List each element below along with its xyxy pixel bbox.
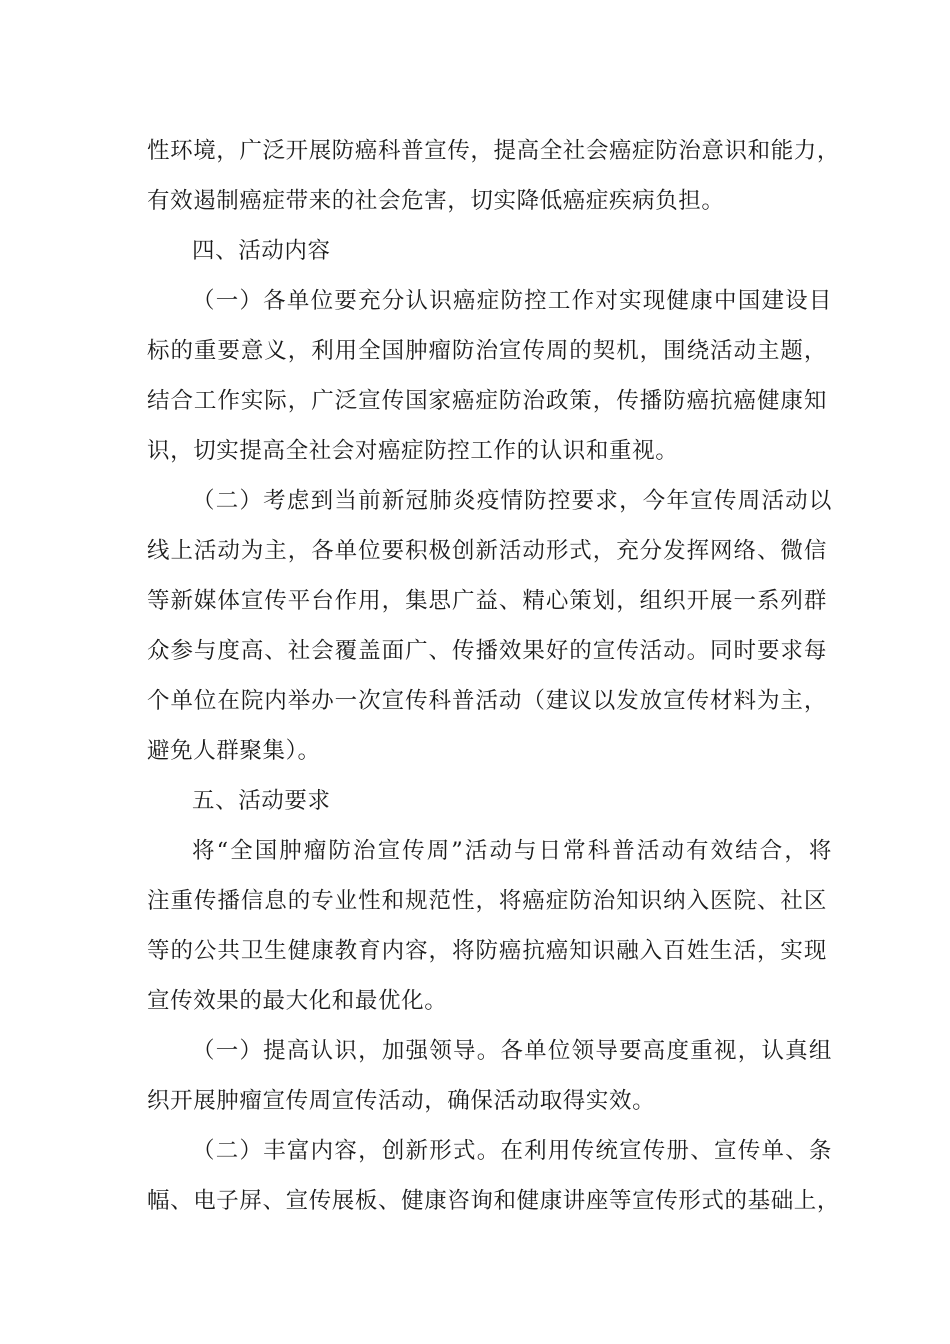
body-text-line: （一）各单位要充分认识癌症防控工作对实现健康中国建设目 — [192, 288, 832, 314]
body-text-line: 幅、电子屏、宣传展板、健康咨询和健康讲座等宣传形式的基础上， — [147, 1188, 841, 1214]
body-text-line: 性环境，广泛开展防癌科普宣传，提高全社会癌症防治意识和能力， — [147, 138, 841, 164]
body-text-line: （一）提高认识，加强领导。各单位领导要高度重视，认真组 — [192, 1038, 832, 1064]
body-text-line: 将“全国肿瘤防治宣传周”活动与日常科普活动有效结合，将 — [192, 838, 832, 864]
section-heading-activity-requirements: 五、活动要求 — [192, 788, 331, 814]
body-text-line: 识，切实提高全社会对癌症防控工作的认识和重视。 — [147, 438, 679, 464]
body-text-line: 标的重要意义，利用全国肿瘤防治宣传周的契机，围绕活动主题， — [147, 338, 827, 364]
body-text-line: 等的公共卫生健康教育内容，将防癌抗癌知识融入百姓生活，实现 — [147, 938, 827, 964]
body-text-line: 织开展肿瘤宣传周宣传活动，确保活动取得实效。 — [147, 1088, 656, 1114]
body-text-line: （二）考虑到当前新冠肺炎疫情防控要求，今年宣传周活动以 — [192, 488, 832, 514]
body-text-line: 个单位在院内举办一次宣传科普活动（建议以发放宣传材料为主， — [147, 688, 827, 714]
body-text-line: 避免人群聚集）。 — [147, 738, 321, 764]
body-text-line: 宣传效果的最大化和最优化。 — [147, 988, 448, 1014]
body-text-line: 注重传播信息的专业性和规范性，将癌症防治知识纳入医院、社区 — [147, 888, 827, 914]
body-text-line: 线上活动为主，各单位要积极创新活动形式，充分发挥网络、微信 — [147, 538, 827, 564]
body-text-line: （二）丰富内容，创新形式。在利用传统宣传册、宣传单、条 — [192, 1138, 832, 1164]
body-text-line: 等新媒体宣传平台作用，集思广益、精心策划，组织开展一系列群 — [147, 588, 827, 614]
body-text-line: 众参与度高、社会覆盖面广、传播效果好的宣传活动。同时要求每 — [147, 638, 827, 664]
section-heading-activity-content: 四、活动内容 — [192, 238, 331, 264]
body-text-line: 有效遏制癌症带来的社会危害，切实降低癌症疾病负担。 — [147, 188, 725, 214]
body-text-line: 结合工作实际，广泛宣传国家癌症防治政策，传播防癌抗癌健康知 — [147, 388, 827, 414]
